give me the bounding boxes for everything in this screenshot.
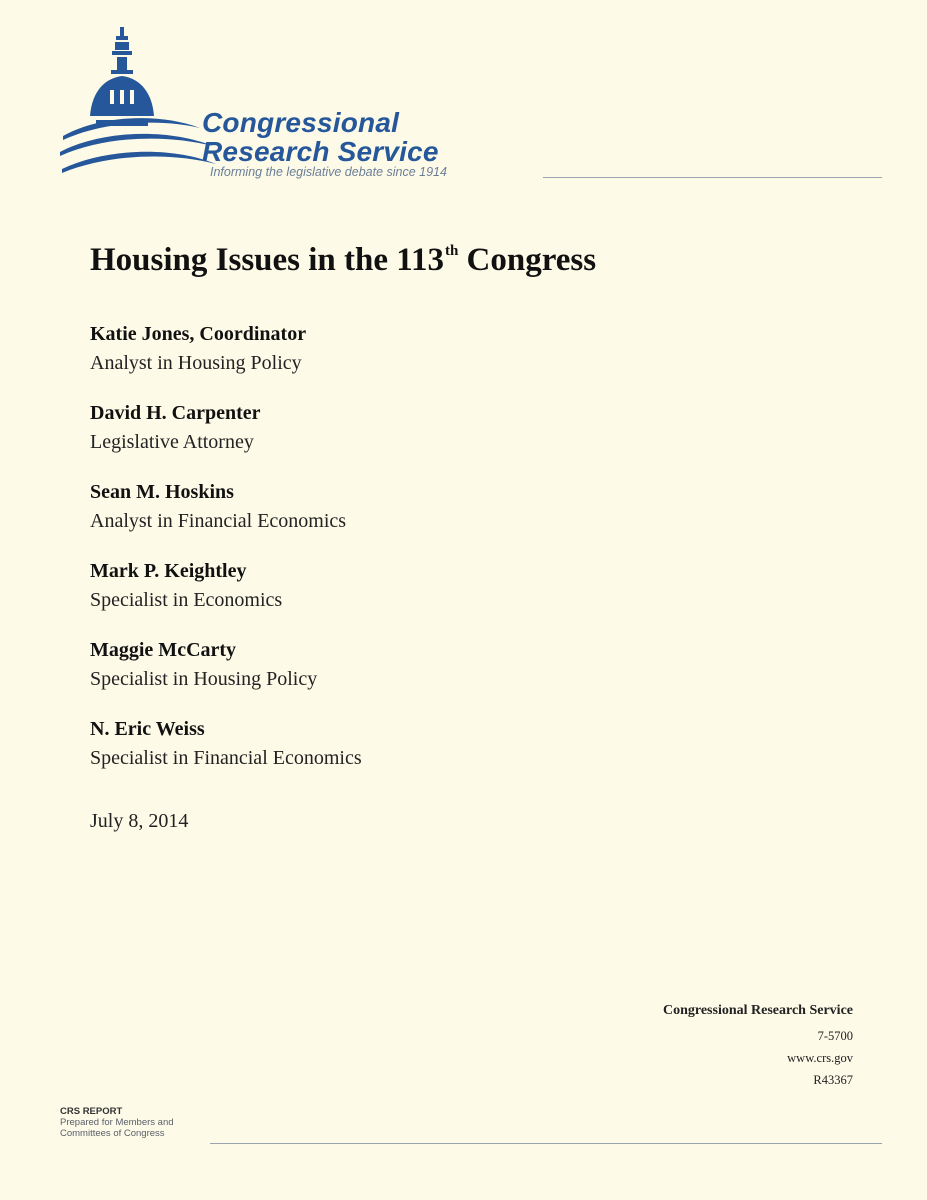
author-name: David H. Carpenter xyxy=(90,402,261,424)
author-role: Legislative Attorney xyxy=(90,431,254,453)
title-suffix: Congress xyxy=(458,242,597,278)
report-date: July 8, 2014 xyxy=(90,810,189,832)
org-name-line2: Research Service xyxy=(202,136,439,167)
report-website: www.crs.gov xyxy=(787,1051,853,1065)
author-role: Analyst in Financial Economics xyxy=(90,510,347,532)
author-name: Katie Jones, Coordinator xyxy=(90,323,307,345)
org-name-line1: Congressional xyxy=(202,107,400,138)
footer-line1: Prepared for Members and xyxy=(60,1117,174,1128)
report-code: 7-5700 xyxy=(817,1029,853,1043)
author-entry xyxy=(90,715,362,794)
report-title xyxy=(90,238,596,282)
footer-line2: Committees of Congress xyxy=(60,1128,165,1139)
footer-report-type: CRS REPORT xyxy=(60,1106,123,1117)
header-rule xyxy=(543,177,882,178)
author-entry xyxy=(90,478,362,557)
author-role: Analyst in Housing Policy xyxy=(90,352,302,374)
author-name: Maggie McCarty xyxy=(90,639,237,661)
author-entry xyxy=(90,320,362,399)
report-info-org: Congressional Research Service xyxy=(662,1003,853,1018)
author-list xyxy=(90,320,362,794)
author-entry xyxy=(90,399,362,478)
footer-rule xyxy=(210,1143,882,1144)
author-name: Sean M. Hoskins xyxy=(90,481,234,503)
tagline: Informing the legislative debate since 1914 xyxy=(210,165,447,179)
title-main: Housing Issues in the 113 xyxy=(90,242,444,278)
tagline-row xyxy=(210,165,882,185)
author-role: Specialist in Housing Policy xyxy=(90,668,318,690)
author-entry xyxy=(90,557,362,636)
report-number: R43367 xyxy=(813,1073,853,1087)
footer-label xyxy=(60,1106,174,1139)
author-role: Specialist in Economics xyxy=(90,589,283,611)
capitol-dome-icon xyxy=(58,24,218,184)
author-entry xyxy=(90,636,362,715)
author-role: Specialist in Financial Economics xyxy=(90,747,362,769)
title-superscript: th xyxy=(444,243,459,259)
report-info xyxy=(663,1000,853,1091)
author-name: N. Eric Weiss xyxy=(90,718,205,740)
crs-wordmark xyxy=(202,108,439,166)
author-name: Mark P. Keightley xyxy=(90,560,247,582)
